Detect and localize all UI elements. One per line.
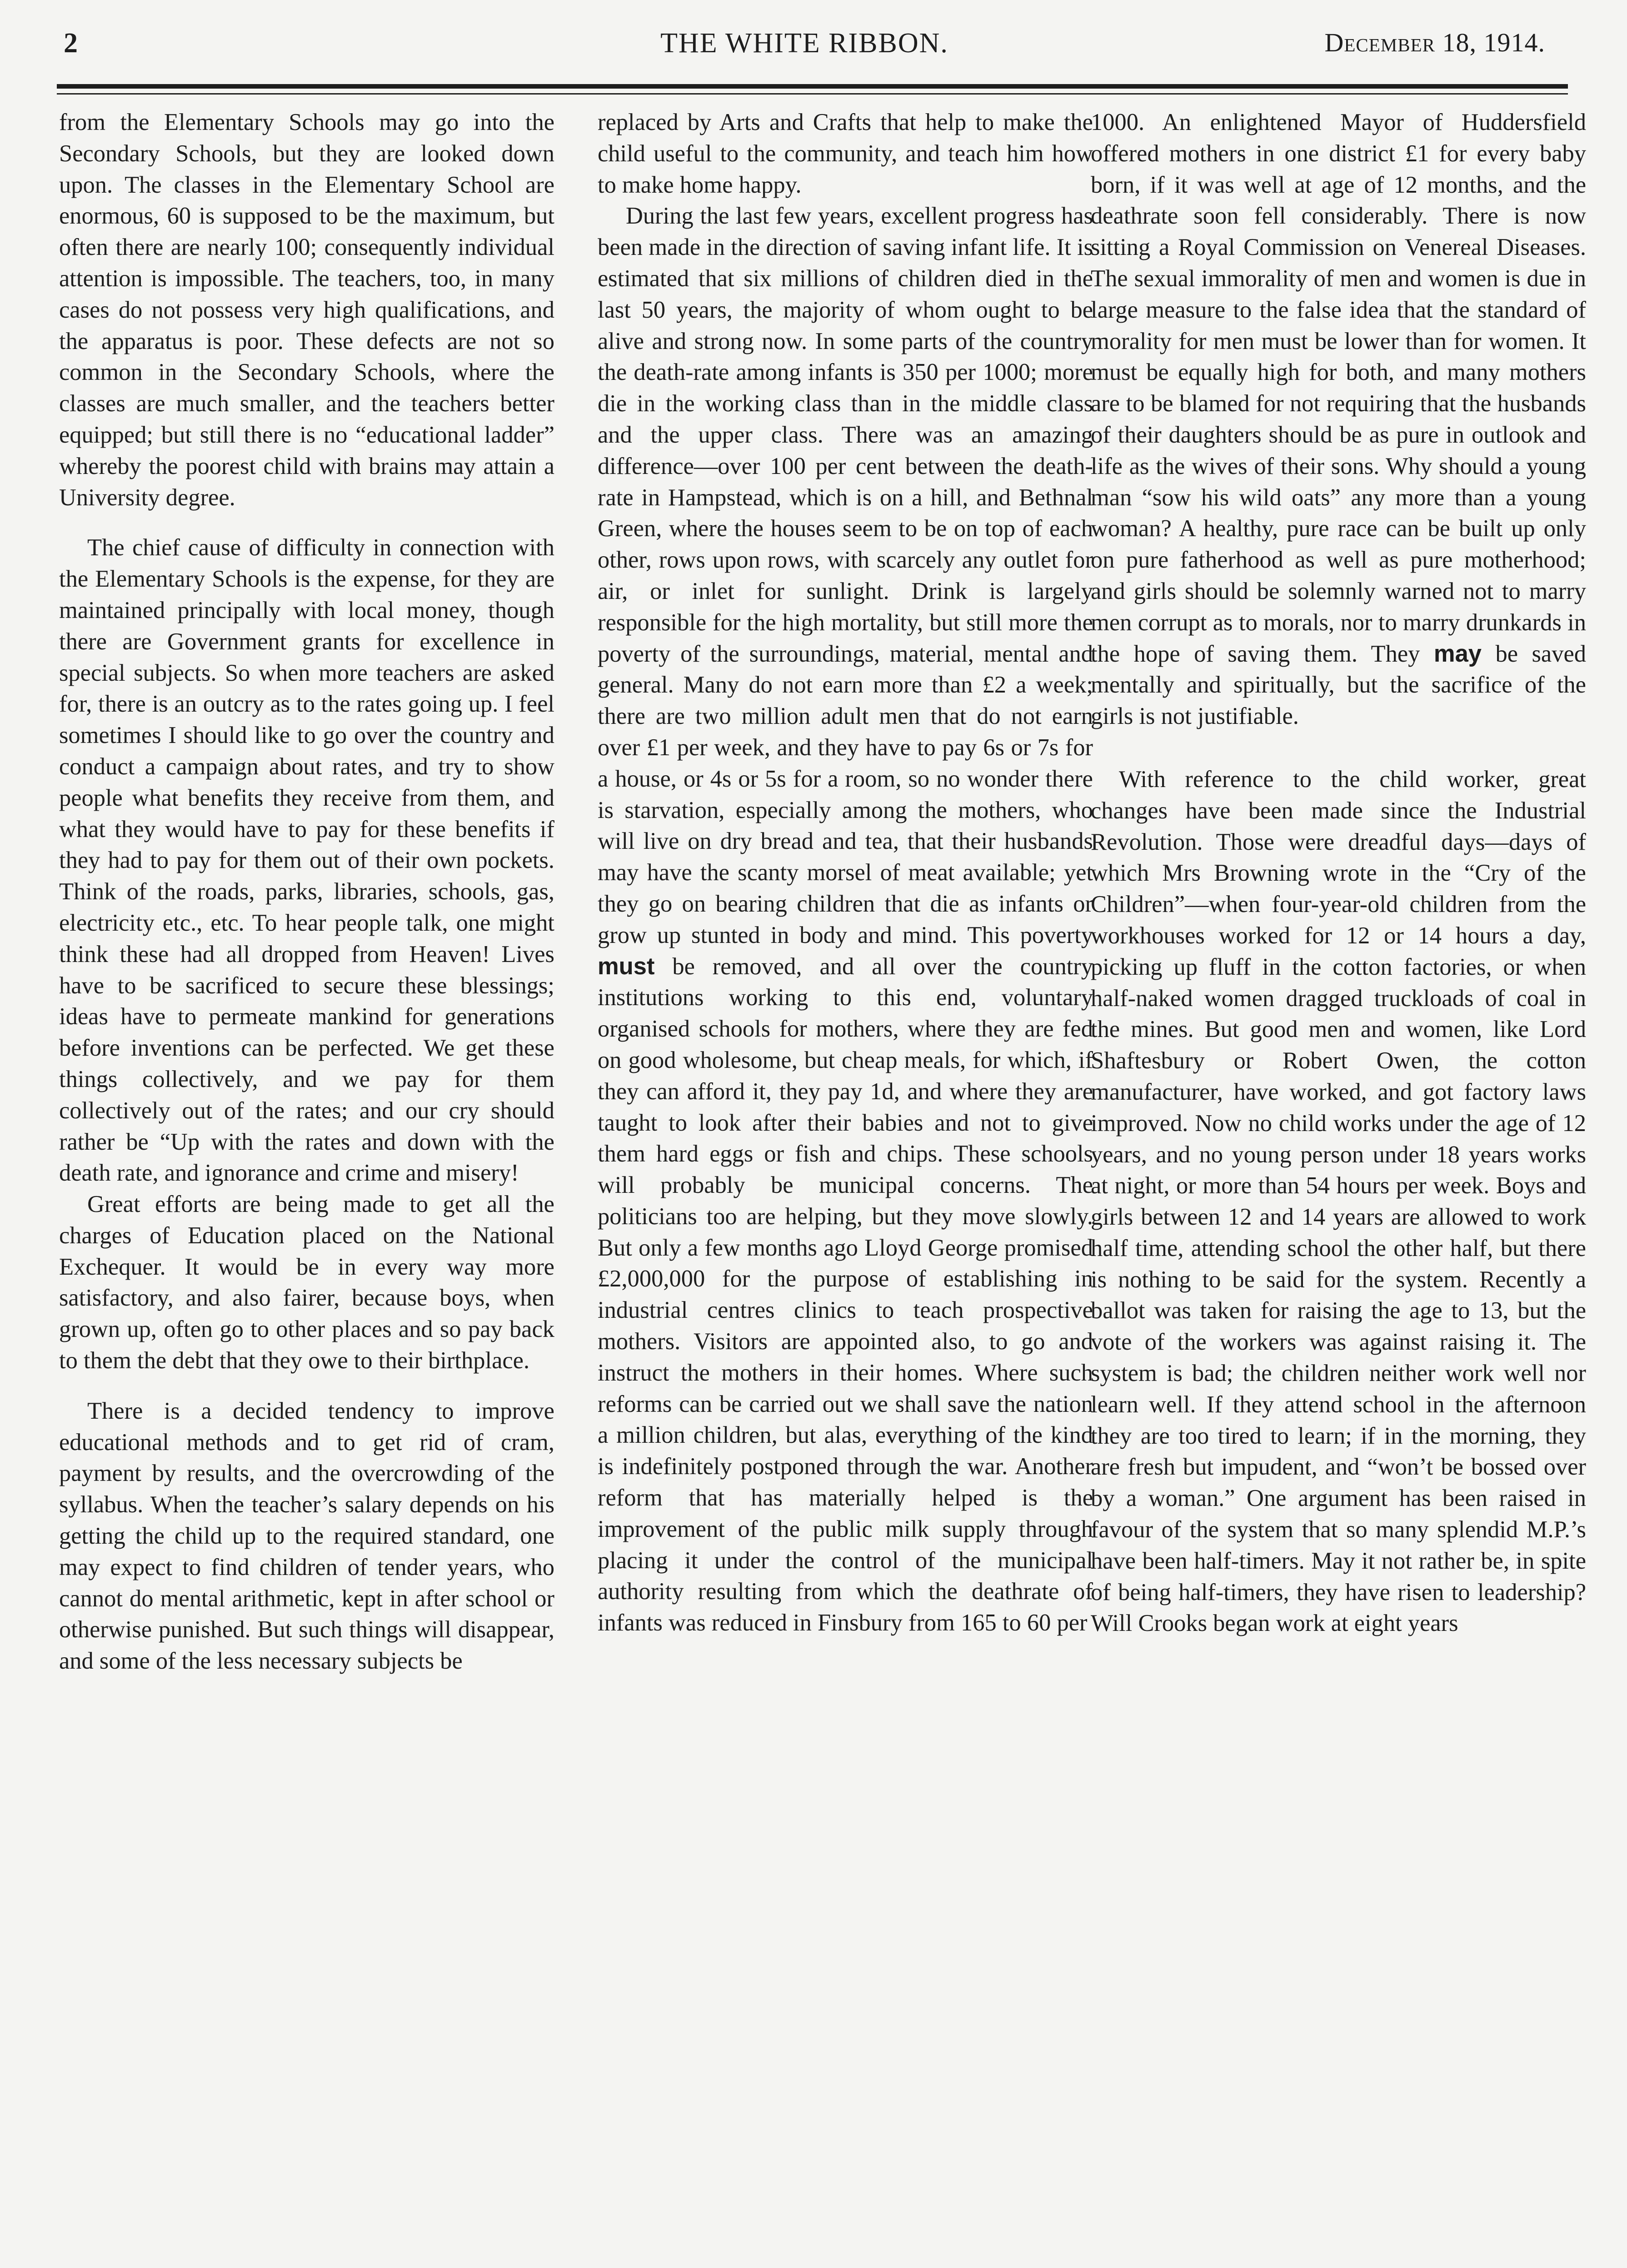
- header-rule-thick: [57, 84, 1568, 89]
- paragraph-text: be saved mentally and spiritually, but the sacrifice of the girls is not justifiable.: [1091, 640, 1587, 730]
- masthead: [64, 27, 1545, 68]
- paragraph-text: be removed, and all over the country institutions working to this end, voluntary organised schools for mothers, where they are fed on good wholesome, but cheap meals, for which, if they can afford it, they pay 1d, and where they are taught to look after their babies and not to give them hard eggs or fish and chips. These schools will probably be municipal concerns. The politicians too are helping, but they move slowly. But only a few months ago Lloyd George promised £2,000,000 for the purpose of establishing in industrial centres clinics to teach prospective mothers. Visitors are appointed also, to go and instruct the mothers in their homes. Where such reforms can be carried out we shall save the nation a million children, but alas, everything of the kind is indefinitely postponed through the war. Another reform that has materially helped is the improvement of the public milk supply through placing it under the control of the municipal authority resulting from which the deathrate of infants was reduced in Finsbury from 165 to 60 per: [598, 953, 1093, 1636]
- page-number: 2: [64, 28, 78, 59]
- newspaper-title: THE WHITE RIBBON.: [660, 28, 948, 59]
- article-column-3: [1091, 107, 1586, 1639]
- paragraph: [598, 200, 1093, 1639]
- header-rule-thin: [57, 93, 1568, 95]
- paragraph-text: 1000. An enlightened Mayor of Huddersfield offered mothers in one district £1 for every baby born, if it was well at age of 12 months, and the deathrate soon fell considerably. There is now sitting a Royal Commission on Venereal Diseases. The sexual immorality of men and women is due in large measure to the false idea that the standard of morality for men must be lower than for women. It must be equally high for both, and many mothers are to be blamed for not requiring that the husbands of their daughters should be as pure in outlook and life as the wives of their sons. Why should a young man “sow his wild oats” any more than a young woman? A healthy, pure race can be built up only on pure fatherhood as well as pure motherhood; and girls should be solemnly warned not to marry men corrupt as to morals, nor to marry drunkards in the hope of saving them. They: [1091, 109, 1586, 667]
- paragraph: With reference to the child worker, great changes have been made since the Industrial Revolution. Those were dreadful days—days of which Mrs Browning wrote in the “Cry of the Children”—when four-year-old children from the workhouses worked for 12 or 14 hours a day, picking up fluff in the cotton factories, or when half-naked women dragged truckloads of coal in the mines. But good men and women, like Lord Shaftesbury or Robert Owen, the cotton manufacturer, have worked, and got factory laws improved. Now no child works under the age of 12 years, and no young person under 18 years works at night, or more than 54 hours per week. Boys and girls between 12 and 14 years are allowed to work half time, attending school the other half, but there is nothing to be said for the system. Recently a ballot was taken for raising the age to 13, but the vote of the workers was against raising it. The system is bad; the children neither work well nor learn well. If they attend school in the afternoon they are too tired to learn; if in the morning, they are fresh but impudent, and “won’t be bossed over by a woman.” One argument has been raised in favour of the system that so many splendid M.P.’s have been half-timers. May it not rather be, in spite of being half-timers, they have risen to leadership? Will Crooks began work at eight years: [1091, 766, 1586, 1637]
- paragraph: replaced by Arts and Crafts that help to make the child useful to the community, and teach him how to make home happy.: [598, 109, 1093, 198]
- paragraph: [1091, 107, 1586, 732]
- paragraph: from the Elementary Schools may go into the Secondary Schools, but they are looked down upon. The classes in the Elementary School are enormous, 60 is supposed to be the maximum, but often there are nearly 100; consequently individual attention is impossible. The teachers, too, in many cases do not possess very high qualifications, and the apparatus is poor. These defects are not so common in the Secondary Schools, where the classes are much smaller, and the teachers better equipped; but still there is no “educational ladder” whereby the poorest child with brains may attain a University degree.: [59, 109, 554, 511]
- paragraph-text: During the last few years, excellent progress has been made in the direction of saving infant life. It is estimated that six millions of children died in the last 50 years, the majority of whom ought to be alive and strong now. In some parts of the country the death-rate among infants is 350 per 1000; more die in the working class than in the middle class and the upper class. There was an amazing difference—over 100 per cent between the death-rate in Hampstead, which is on a hill, and Bethnal Green, where the houses seem to be on top of each other, rows upon rows, with scarcely any outlet for air, or inlet for sunlight. Drink is largely responsible for the high mortality, but still more the poverty of the surroundings, material, mental and general. Many do not earn more than £2 a week; there are two million adult men that do not earn over £1 per week, and they have to pay 6s or 7s for a house, or 4s or 5s for a room, so no wonder there is starvation, especially among the mothers, who will live on dry bread and tea, that their husbands may have the scanty morsel of meat available; yet they go on bearing children that die as infants or grow up stunted in body and mind. This poverty: [598, 203, 1093, 948]
- article-column-1: [59, 107, 554, 1677]
- emphasis-may: may: [1433, 640, 1482, 667]
- issue-date: December 18, 1914.: [1324, 28, 1545, 57]
- emphasis-must: must: [598, 952, 655, 980]
- paragraph: Great efforts are being made to get all the charges of Education placed on the National Exchequer. It would be in every way more satisfactory, and also fairer, because boys, when grown up, often go to other places and so pay back to them the debt that they owe to their birthplace.: [59, 1191, 554, 1374]
- article-column-2: [598, 107, 1093, 1639]
- paragraph: There is a decided tendency to improve educational methods and to get rid of cram, payment by results, and the overcrowding of the syllabus. When the teacher’s salary depends on his getting the child up to the required standard, one may expect to find children of tender years, who cannot do mental arithmetic, kept in after school or otherwise punished. But such things will disappear, and some of the less necessary subjects be: [59, 1397, 554, 1675]
- paragraph: The chief cause of difficulty in connection with the Elementary Schools is the expense, for they are maintained principally with local money, though there are Government grants for excellence in special subjects. So when more teachers are asked for, there is an outcry as to the rates going up. I feel sometimes I should like to go over the country and conduct a campaign about rates, and try to show people what benefits they receive from them, and what they would have to pay for these benefits if they had to pay for them out of their own pockets. Think of the roads, parks, libraries, schools, gas, electricity etc., etc. To hear people talk, one might think these had all dropped from Heaven! Lives have to be sacrificed to secure these blessings; ideas have to permeate mankind for generations before inventions can be perfected. We get these things collectively, and we pay for them collectively out of the rates; and our cry should rather be “Up with the rates and down with the death rate, and ignorance and crime and misery!: [59, 534, 554, 1186]
